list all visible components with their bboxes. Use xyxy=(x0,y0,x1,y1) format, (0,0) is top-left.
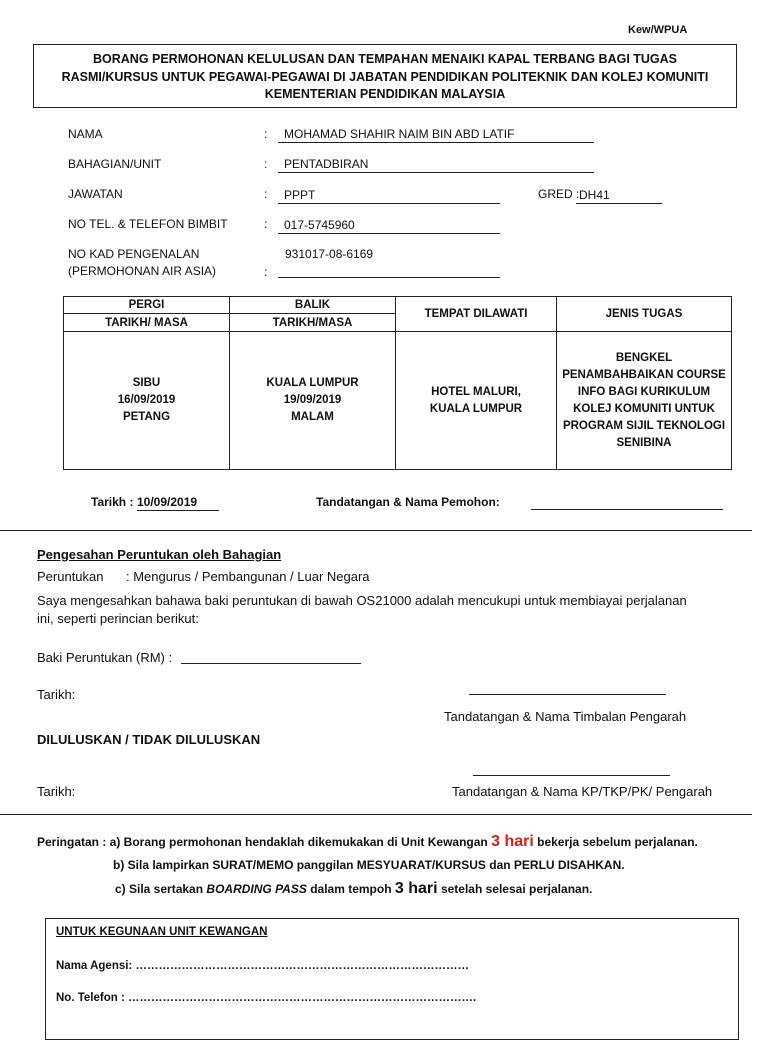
tarikh-label: Tarikh: xyxy=(37,687,76,702)
jawatan-label: JAWATAN xyxy=(68,187,123,201)
pengesahan-heading: Pengesahan Peruntukan oleh Bahagian xyxy=(37,547,282,562)
title-line: BORANG PERMOHONAN KELULUSAN DAN TEMPAHAN MENAIKI KAPAL TERBANG BAGI TUGAS xyxy=(92,52,678,66)
title-line: RASMI/KURSUS UNTUK PEGAWAI-PEGAWAI DI JABATAN PENDIDIKAN POLITEKNIK DAN KOLEJ KOMUNITI xyxy=(61,69,709,84)
pemohon-signature-label: Tandatangan & Nama Pemohon: xyxy=(316,495,500,509)
telefon-field[interactable]: No. Telefon : ………………………………………………………………………………. xyxy=(56,992,477,1004)
divider xyxy=(0,814,752,815)
tempat-cell xyxy=(396,332,557,470)
pengarah-signature-line[interactable] xyxy=(473,775,670,776)
diluluskan-label: DILULUSKAN / TIDAK DILULUSKAN xyxy=(37,732,261,747)
agensi-field[interactable]: Nama Agensi: …………………………………………………………………………… xyxy=(56,960,469,972)
form-reference: Kew/WPUA xyxy=(628,24,688,36)
peringatan-c xyxy=(115,880,592,898)
statement-line: Saya mengesahkan bahawa baki peruntukan di bawah OS21000 adalah mencukupi untuk membiayai perjalanan xyxy=(37,593,687,608)
peringatan-c-suffix: setelah selesai perjalanan. xyxy=(440,882,593,896)
timbalan-signature-label: Tandatangan & Nama Timbalan Pengarah xyxy=(444,709,687,724)
colon: : xyxy=(264,265,268,279)
pengarah-signature-label: Tandatangan & Nama KP/TKP/PK/ Pengarah xyxy=(452,784,713,799)
cell-line: BENGKEL xyxy=(615,351,673,364)
balik-cell xyxy=(230,332,396,470)
cell-line: HOTEL MALURI, xyxy=(431,385,521,398)
peringatan-a-suffix: bekerja sebelum perjalanan. xyxy=(537,835,698,849)
peringatan-b: b) Sila lampirkan SURAT/MEMO panggilan MESYUARAT/KURSUS dan PERLU DISAHKAN. xyxy=(113,858,625,872)
pergi-header: PERGI xyxy=(64,297,230,314)
pergi-cell xyxy=(64,332,230,470)
cell-line: 19/09/2019 xyxy=(283,394,342,406)
cell-line: KUALA LUMPUR xyxy=(429,402,523,415)
divider xyxy=(0,530,752,531)
cell-line: 16/09/2019 xyxy=(117,394,176,406)
gred-label: GRED : xyxy=(538,187,580,201)
baki-field-line[interactable] xyxy=(181,663,361,664)
pemohon-signature-line[interactable] xyxy=(531,509,723,510)
balik-subheader: TARIKH/MASA xyxy=(230,314,396,332)
peringatan-c-highlight: 3 hari xyxy=(394,880,438,897)
title-line: KEMENTERIAN PENDIDIKAN MALAYSIA xyxy=(264,87,506,101)
tel-field[interactable]: 017-5745960 xyxy=(278,218,500,234)
ic-label: NO KAD PENGENALAN xyxy=(68,247,200,261)
cell-line: KUALA LUMPUR xyxy=(266,377,359,389)
trip-table xyxy=(63,296,732,470)
tel-label: NO TEL. & TELEFON BIMBIT xyxy=(68,217,228,231)
balik-header: BALIK xyxy=(230,297,396,314)
ic-sublabel: (PERMOHONAN AIR ASIA) xyxy=(68,264,217,278)
peringatan-a xyxy=(37,833,698,851)
colon: : xyxy=(264,187,268,201)
jenis-cell xyxy=(557,332,732,470)
tarikh-field[interactable]: 10/09/2019 xyxy=(137,495,219,511)
tarikh-label: Tarikh : xyxy=(91,495,134,509)
peruntukan-label: Peruntukan xyxy=(37,569,104,584)
peringatan-c-mid: dalam tempoh xyxy=(310,882,392,896)
bahagian-field[interactable]: PENTADBIRAN xyxy=(278,157,594,173)
colon: : xyxy=(264,157,268,171)
baki-label: Baki Peruntukan (RM) : xyxy=(37,650,173,665)
cell-line: MALAM xyxy=(291,411,334,423)
cell-line: PROGRAM SIJIL TEKNOLOGI xyxy=(562,419,726,432)
bahagian-label: BAHAGIAN/UNIT xyxy=(68,157,162,171)
tarikh-label: Tarikh: xyxy=(37,784,76,799)
pergi-subheader: TARIKH/ MASA xyxy=(64,314,230,332)
cell-line: SIBU xyxy=(132,377,161,389)
colon: : xyxy=(264,127,268,141)
ic-field-line[interactable] xyxy=(278,277,500,278)
jawatan-field[interactable]: PPPT xyxy=(278,188,500,204)
timbalan-signature-line[interactable] xyxy=(469,694,666,695)
kewangan-heading: UNTUK KEGUNAAN UNIT KEWANGAN xyxy=(56,926,268,938)
form-title xyxy=(33,44,737,108)
nama-field[interactable]: MOHAMAD SHAHIR NAIM BIN ABD LATIF xyxy=(278,127,594,143)
peringatan-a-highlight: 3 hari xyxy=(491,833,534,850)
jenis-header: JENIS TUGAS xyxy=(557,297,732,332)
cell-line: PENAMBAHBAIKAN COURSE xyxy=(562,368,726,381)
cell-line: KOLEJ KOMUNITI UNTUK xyxy=(573,402,715,415)
cell-line: SENIBINA xyxy=(616,436,672,449)
gred-field[interactable]: DH41 xyxy=(576,188,662,204)
nama-label: NAMA xyxy=(68,127,103,141)
boarding-pass: BOARDING PASS xyxy=(206,882,307,896)
peringatan-c-text: c) Sila sertakan xyxy=(115,882,204,896)
statement-line: ini, seperti perincian berikut: xyxy=(37,611,199,626)
peruntukan-options: : Mengurus / Pembangunan / Luar Negara xyxy=(126,569,370,584)
peringatan-a-text: Peringatan : a) Borang permohonan hendaklah dikemukakan di Unit Kewangan xyxy=(37,835,488,849)
cell-line: PETANG xyxy=(122,411,171,423)
colon: : xyxy=(264,217,268,231)
tempat-header: TEMPAT DILAWATI xyxy=(396,297,557,332)
ic-value: 931017-08-6169 xyxy=(285,247,374,261)
cell-line: INFO BAGI KURIKULUM xyxy=(577,385,711,398)
